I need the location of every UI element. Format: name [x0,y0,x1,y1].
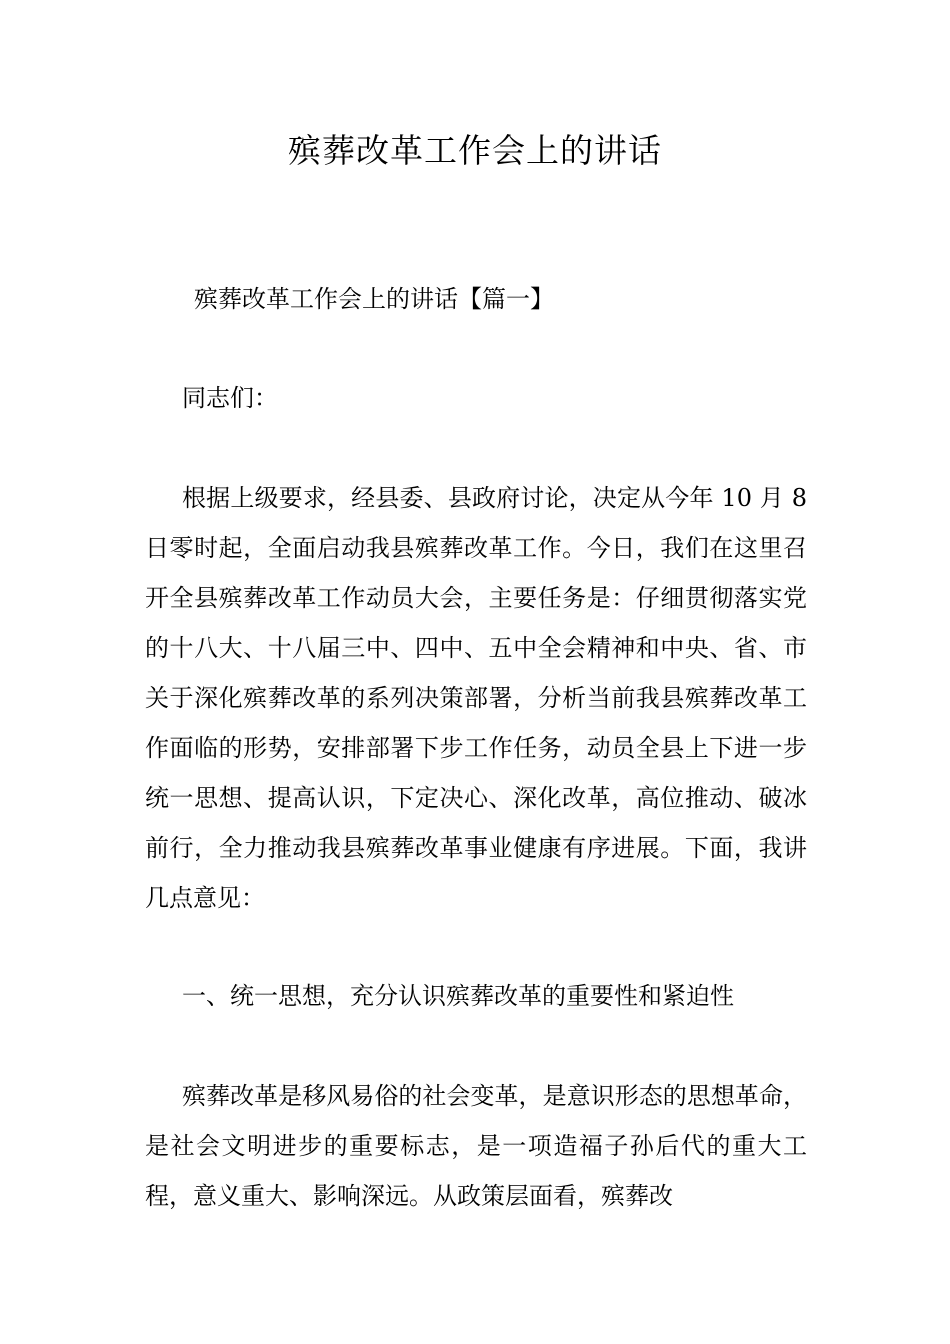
section-heading-1: 一、统一思想，充分认识殡葬改革的重要性和紧迫性 [182,982,734,1010]
paragraph-intro: 根据上级要求，经县委、县政府讨论，决定从今年 10 月 8 日零时起，全面启动我县殡葬改革工作。今日，我们在这里召开全县殡葬改革工作动员大会，主要任务是：仔细贯彻落实党的十八大、十八届三中、四中、五中全会精神和中央、省、市关于深化殡葬改革的系列决策部署，分析当前我县殡葬改革工作面临的形势，安排部署下步工作任务，动员全县上下进一步统一思想、提高认识，下定决心、深化改革，高位推动、破冰前行，全力推动我县殡葬改革事业健康有序进展。下面，我讲几点意见： [145,484,807,912]
document-title: 殡葬改革工作会上的讲话 [288,131,662,170]
salutation: 同志们： [182,384,278,412]
paragraph-section-1: 殡葬改革是移风易俗的社会变革，是意识形态的思想革命，是社会文明进步的重要标志，是一项造福子孙后代的重大工程，意义重大、影响深远。从政策层面看，殡葬改 [145,1082,807,1210]
document-subtitle: 殡葬改革工作会上的讲话【篇一】 [194,285,554,313]
